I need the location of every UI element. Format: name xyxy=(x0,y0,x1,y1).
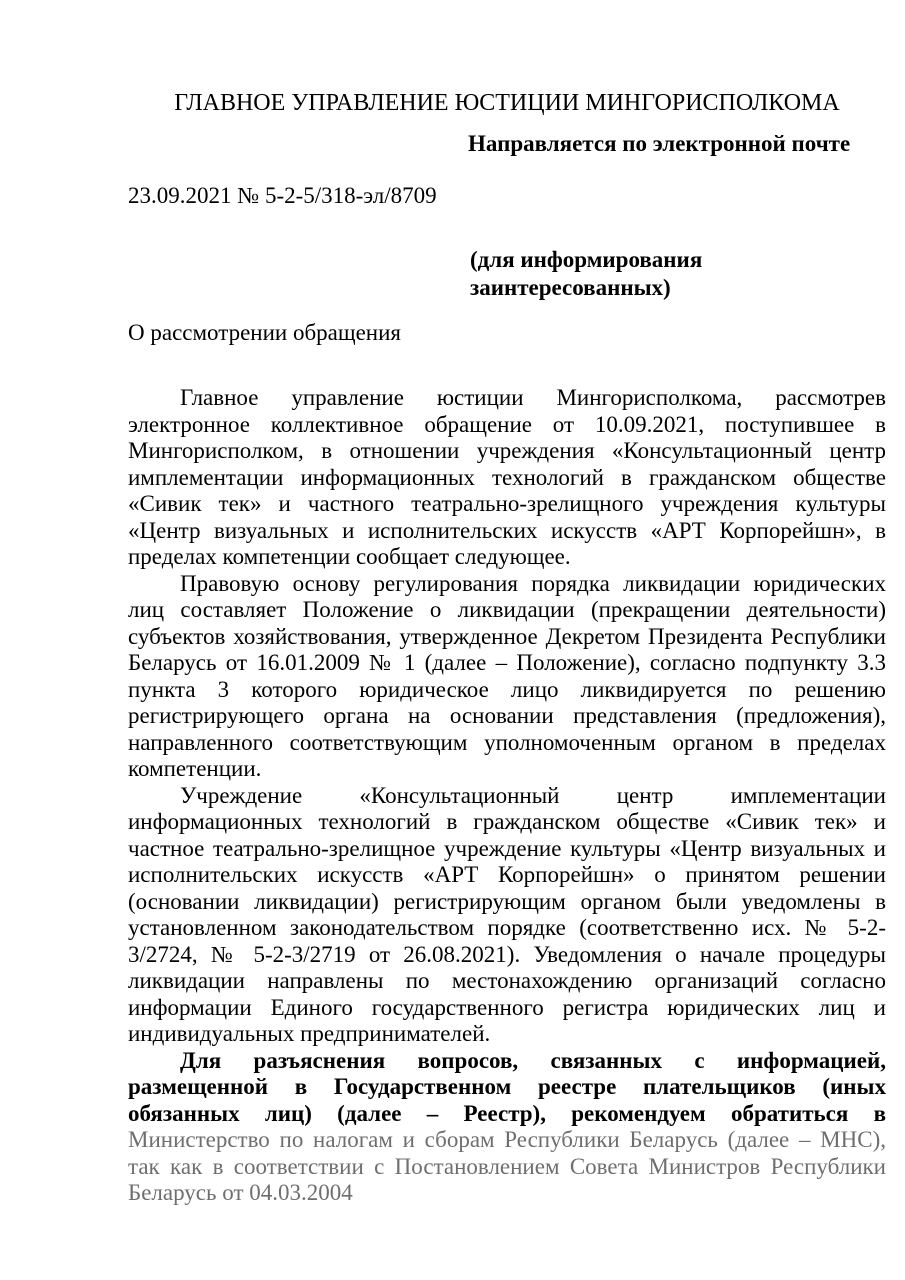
paragraph-3: Учреждение «Консультационный центр имплементации информационных технологий в гражданском обществе «Сивик тек» и частное театрально-зрелищное учреждение культуры «Центр визуальных и исполнительских искусств «АРТ Корпорейшн» о принятом решении (основании ликвидации) регистрирующим органом были уведомлены в установленном законодательством порядке (соответственно исх. № 5-2-3/2724, № 5-2-3/2719 от 26.08.2021). Уведомления о начале процедуры ликвидации направлены по местонахождению организаций согласно информации Единого государственного регистра юридических лиц и индивидуальных предпринимателей. xyxy=(128,782,886,1046)
subject-line: О рассмотрении обращения xyxy=(128,320,401,345)
paragraph-2: Правовую основу регулирования порядка ликвидации юридических лиц составляет Положение о ликвидации (прекращении деятельности) субъектов хозяйствования, утвержденное Декретом Президента Республики Беларусь от 16.01.2009 № 1 (далее – Положение), согласно подпункту 3.3 пункта 3 которого юридическое лицо ликвидируется по решению регистрирующего органа на основании представления (предложения), направленного соответствующим уполномоченным органом в пределах компетенции. xyxy=(128,570,886,781)
paragraph-4-bold-segment: Для разъяснения вопросов, связанных с информацией, размещенной в Государственном реестре плательщиков (иных обязанных лиц) (далее – Реестр), рекомендуем обратиться в xyxy=(128,1047,886,1126)
paragraph-4 xyxy=(128,1048,886,1207)
addressee-note: (для информирования заинтересованных) xyxy=(470,247,703,300)
paragraph-1: Главное управление юстиции Мингорисполкома, рассмотрев электронное коллективное обращение от 10.09.2021, поступившее в Мингорисполком, в отношении учреждения «Консультационный центр имплементации информационных технологий в гражданском обществе «Сивик тек» и частного театрально-зрелищного учреждения культуры «Центр визуальных и исполнительских искусств «АРТ Корпорейшн», в пределах компетенции сообщает следующее. xyxy=(128,385,886,569)
letter-body xyxy=(128,385,886,1207)
delivery-method-note: Направляется по электронной почте xyxy=(468,131,851,156)
letterhead-title: ГЛАВНОЕ УПРАВЛЕНИЕ ЮСТИЦИИ МИНГОРИСПОЛКОМА xyxy=(174,90,840,116)
date-reference-number: 23.09.2021 № 5-2-5/318-эл/8709 xyxy=(128,183,437,208)
paragraph-4-gray-segment: Министерство по налогам и сборам Республики Беларусь (далее – МНС), так как в соответствии с Постановлением Совета Министров Республики Беларусь от 04.03.2004 xyxy=(128,1127,886,1205)
